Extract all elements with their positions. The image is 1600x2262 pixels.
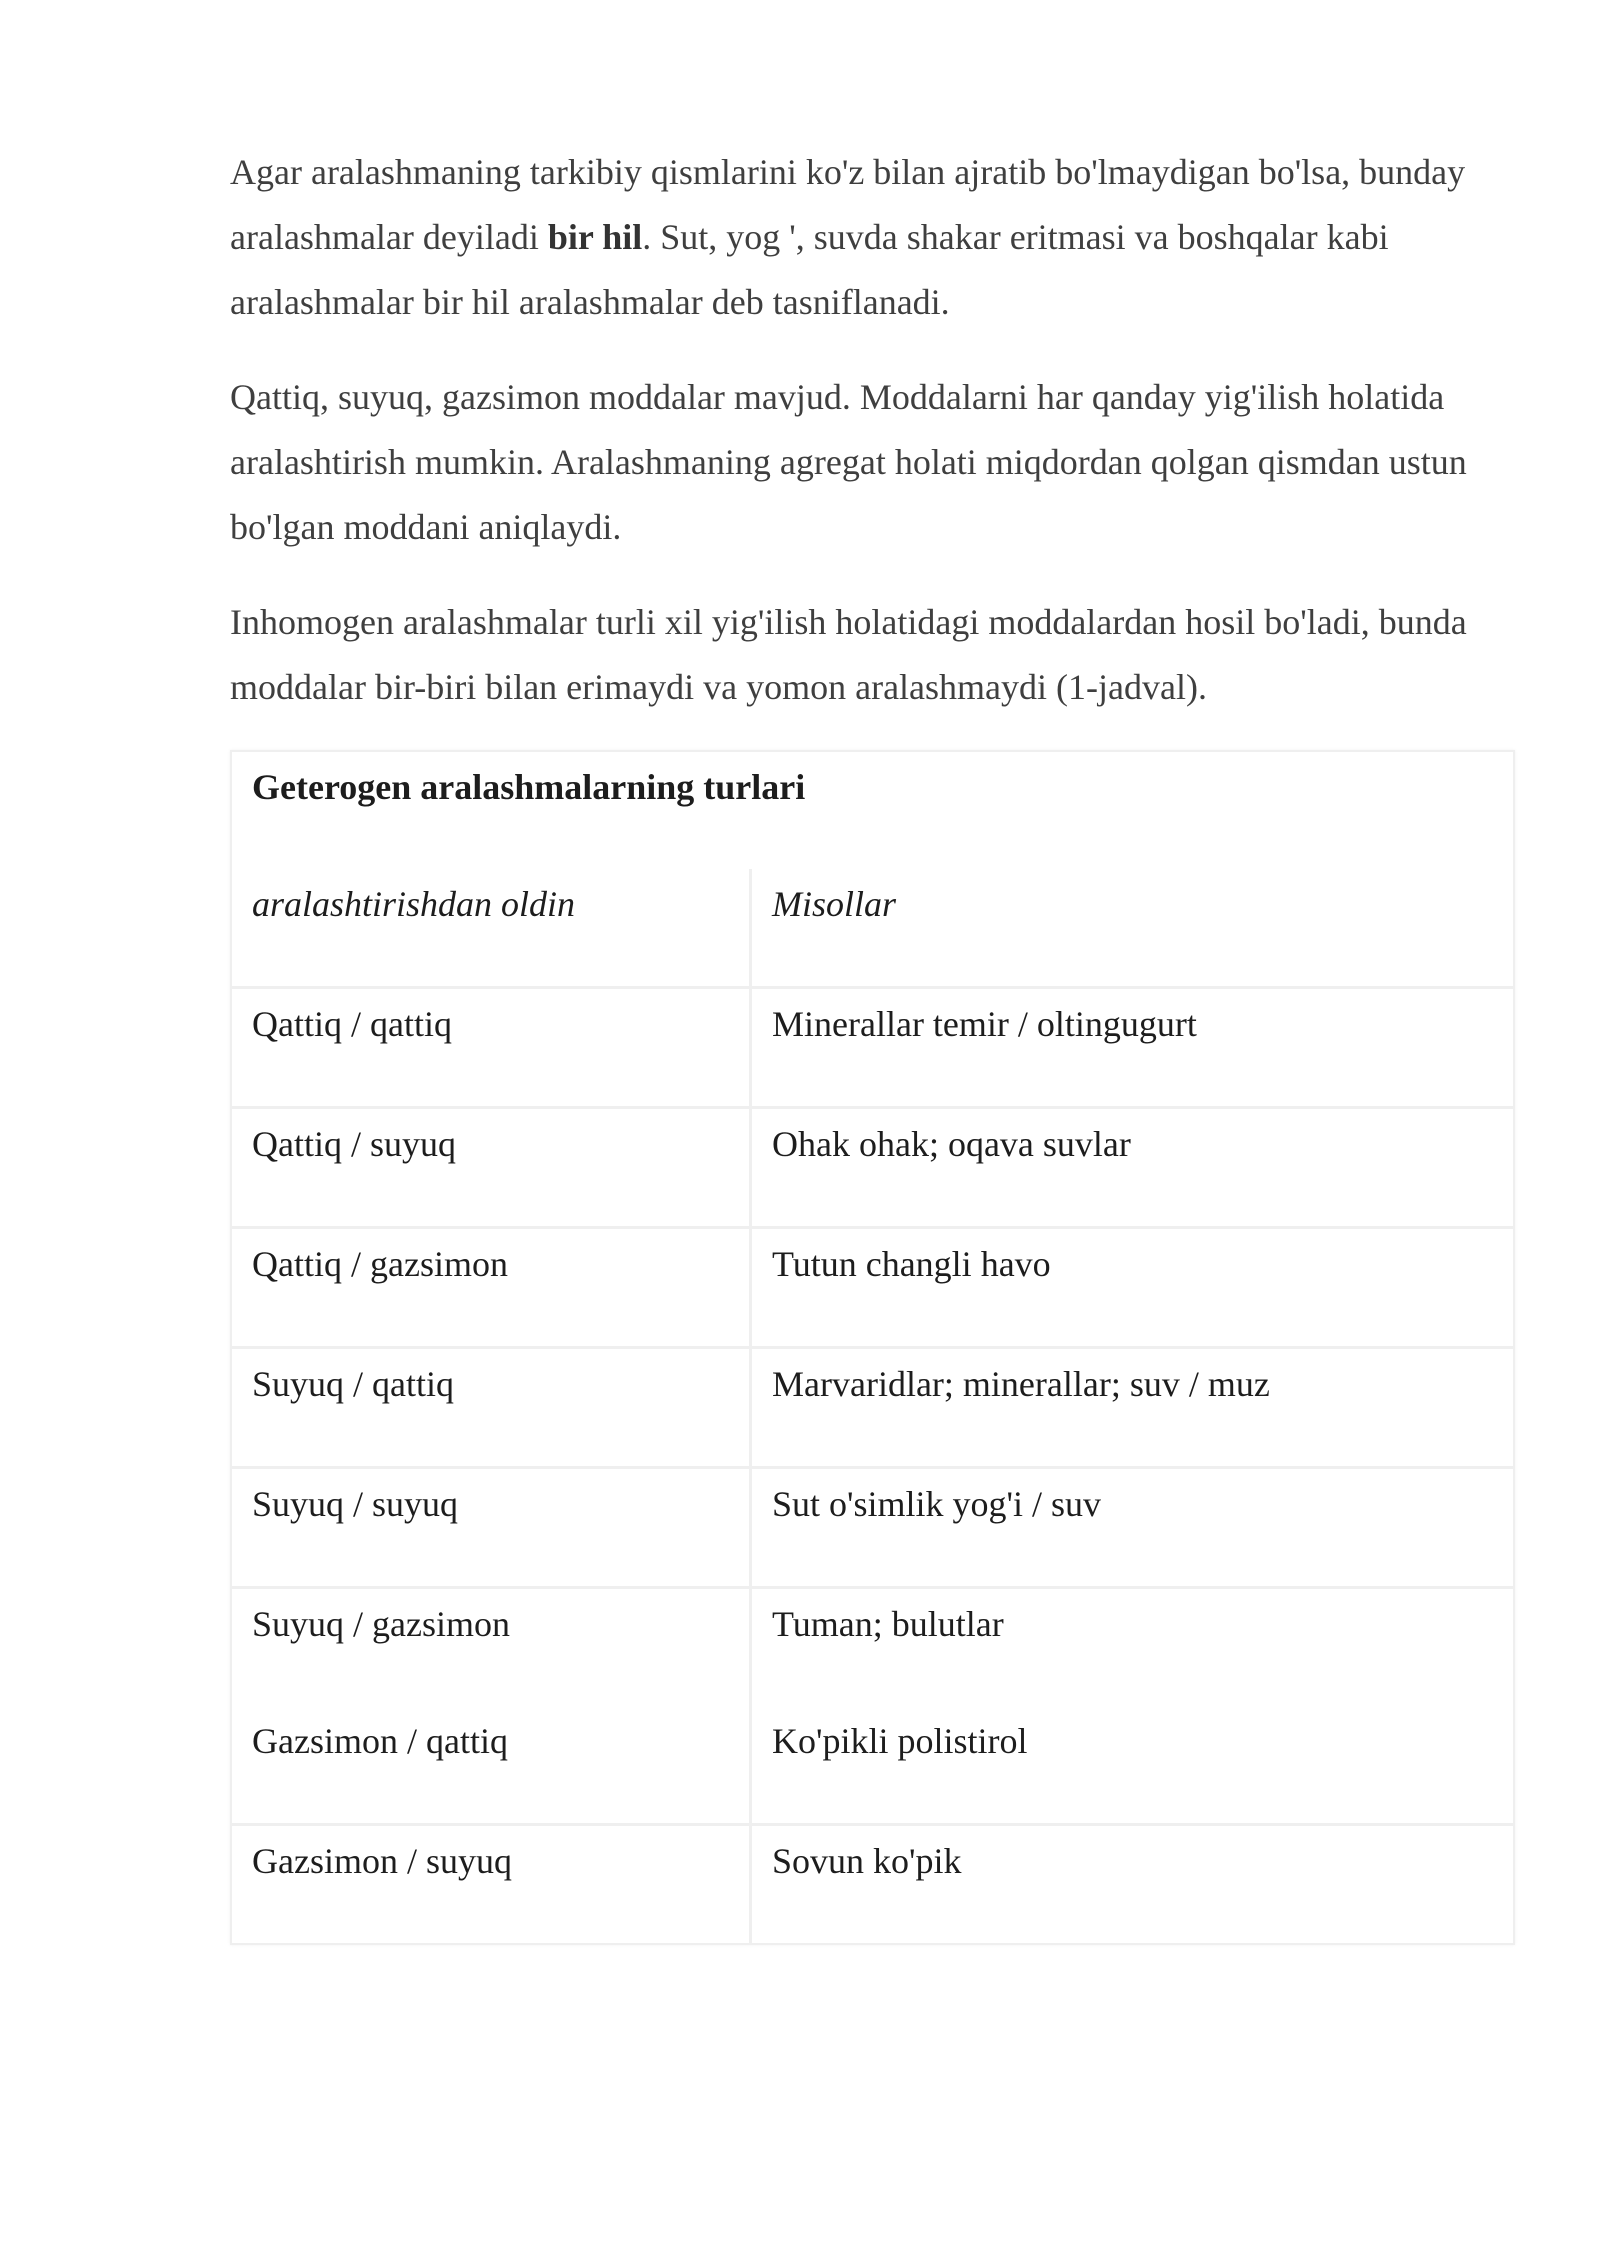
cell-example: Ohak ohak; oqava suvlar (751, 1108, 1515, 1228)
table-header-row (231, 869, 1514, 988)
table-row (231, 1108, 1514, 1228)
cell-example: Tutun changli havo (751, 1228, 1515, 1348)
table-row (231, 1825, 1514, 1945)
table-row (231, 988, 1514, 1108)
table-row (231, 1588, 1514, 1707)
table-row (231, 1468, 1514, 1588)
cell-state: Qattiq / suyuq (231, 1108, 751, 1228)
term-bir-hil: bir hil (547, 217, 643, 257)
table-title: Geterogen aralashmalarning turlari (252, 767, 806, 807)
cell-example: Sovun ko'pik (772, 1841, 962, 1881)
paragraph-1-text-end: . Sut, yog ', suvda shakar eritmasi va boshqalar kabi aralashmalar bir hil aralashmalar deb tasniflanadi. (230, 217, 1389, 322)
table-row (231, 1706, 1514, 1825)
heterogeneous-mixtures-table (230, 750, 1515, 1945)
cell-example: Tuman; bulutlar (772, 1604, 1004, 1644)
paragraph-inhomogeneous: Inhomogen aralashmalar turli xil yig'ilish holatidagi moddalardan hosil bo'ladi, bunda moddalar bir-biri bilan erimaydi va yomon aralashmaydi (1-jadval). (230, 602, 1467, 707)
cell-state: Qattiq / gazsimon (231, 1228, 751, 1348)
cell-example: Sut o'simlik yog'i / suv (751, 1468, 1515, 1588)
cell-state: Gazsimon / suyuq (231, 1825, 751, 1945)
paragraph-1-text-start: Agar aralashmaning tarkibiy qismlarini ko'z bilan ajratib bo'lmaydigan bo'lsa, bunday aralashmalar deyiladi (230, 152, 1466, 257)
paragraph-states: Qattiq, suyuq, gazsimon moddalar mavjud. Moddalarni har qanday yig'ilish holatida aralashtirish mumkin. Aralashmaning agregat holati miqdordan qolgan qismdan ustun bo'lgan moddani aniqlaydi. (230, 377, 1467, 547)
table-title-row (231, 751, 1514, 869)
cell-state: Suyuq / qattiq (231, 1348, 751, 1468)
table-row (231, 1228, 1514, 1348)
cell-state: Suyuq / gazsimon (231, 1588, 751, 1707)
table-row (231, 1348, 1514, 1468)
header-examples: Misollar (751, 869, 1515, 988)
cell-state: Suyuq / suyuq (231, 1468, 751, 1588)
paragraph-homogeneous (230, 140, 1480, 335)
cell-state: Gazsimon / qattiq (231, 1706, 751, 1825)
document-page (230, 140, 1520, 1945)
cell-state: Qattiq / qattiq (231, 988, 751, 1108)
header-before-mixing: aralashtirishdan oldin (231, 869, 751, 988)
cell-example: Marvaridlar; minerallar; suv / muz (751, 1348, 1515, 1468)
cell-example: Ko'pikli polistirol (751, 1706, 1515, 1825)
cell-example: Minerallar temir / oltingugurt (751, 988, 1515, 1108)
